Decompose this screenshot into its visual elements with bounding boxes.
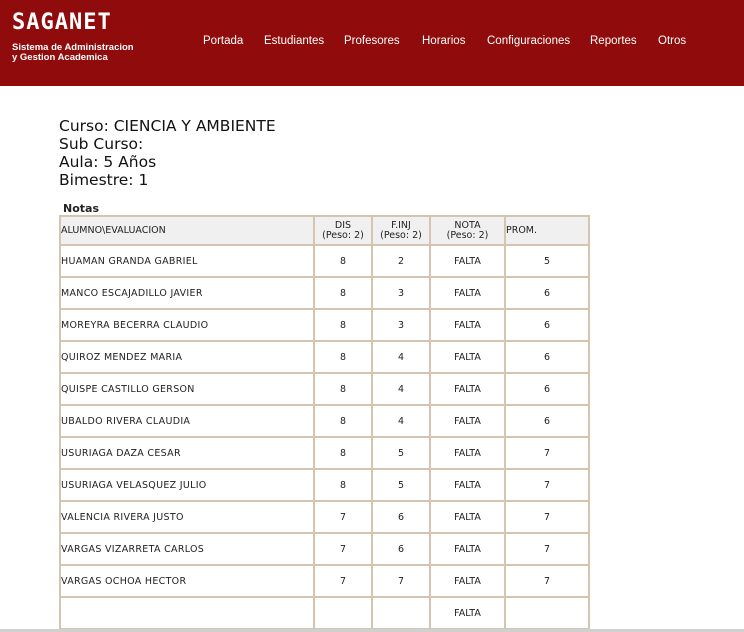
nav-item-horarios[interactable]: Horarios xyxy=(422,35,466,47)
app-subtitle-line2: y Gestion Academica xyxy=(12,52,108,63)
app-header xyxy=(0,0,744,86)
classroom-name: Aula: 5 Años xyxy=(59,153,157,171)
course-name: Curso: CIENCIA Y AMBIENTE xyxy=(59,117,276,135)
prom-value: 7 xyxy=(505,533,589,565)
finj-value[interactable]: 4 xyxy=(372,405,430,437)
finj-value[interactable]: 5 xyxy=(372,437,430,469)
student-name: UBALDO RIVERA CLAUDIA xyxy=(60,405,314,437)
student-name: MOREYRA BECERRA CLAUDIO xyxy=(60,309,314,341)
table-row xyxy=(60,501,589,533)
header-finj-weight: (Peso: 2) xyxy=(380,229,422,241)
nav-item-configuraciones[interactable]: Configuraciones xyxy=(487,35,571,47)
student-name: VARGAS VIZARRETA CARLOS xyxy=(60,533,314,565)
student-name: VALENCIA RIVERA JUSTO xyxy=(60,501,314,533)
dis-value[interactable]: 8 xyxy=(314,277,372,309)
app-subtitle xyxy=(12,43,152,63)
nota-value[interactable]: FALTA xyxy=(430,469,505,501)
table-row xyxy=(60,597,589,629)
dis-value[interactable] xyxy=(314,597,372,629)
finj-value[interactable]: 3 xyxy=(372,309,430,341)
prom-value: 6 xyxy=(505,277,589,309)
header-nota-weight: (Peso: 2) xyxy=(446,229,489,241)
student-name: VARGAS OCHOA HECTOR xyxy=(60,565,314,597)
header-prom: PROM. xyxy=(505,216,589,245)
nota-value[interactable]: FALTA xyxy=(430,373,505,405)
dis-value[interactable]: 8 xyxy=(314,437,372,469)
nota-value[interactable]: FALTA xyxy=(430,277,505,309)
subcourse-name: Sub Curso: xyxy=(59,135,144,153)
finj-value[interactable]: 4 xyxy=(372,341,430,373)
table-row xyxy=(60,405,589,437)
nota-value[interactable]: FALTA xyxy=(430,309,505,341)
nota-value[interactable]: FALTA xyxy=(430,533,505,565)
nav-item-estudiantes[interactable]: Estudiantes xyxy=(264,35,325,47)
nav-item-reportes[interactable]: Reportes xyxy=(590,35,637,47)
term-name: Bimestre: 1 xyxy=(59,171,149,189)
nota-value[interactable]: FALTA xyxy=(430,245,505,277)
nota-value[interactable]: FALTA xyxy=(430,437,505,469)
finj-value[interactable]: 6 xyxy=(372,533,430,565)
app-subtitle-line1: Sistema de Administracion xyxy=(12,42,134,53)
grades-header-row xyxy=(60,216,589,245)
header-finj[interactable] xyxy=(372,216,430,245)
table-row xyxy=(60,277,589,309)
table-row xyxy=(60,469,589,501)
header-dis-title: DIS xyxy=(334,219,352,231)
grades-section-label: Notas xyxy=(63,202,99,215)
student-name: QUISPE CASTILLO GERSON xyxy=(60,373,314,405)
table-row xyxy=(60,309,589,341)
prom-value: 7 xyxy=(505,565,589,597)
prom-value xyxy=(505,597,589,629)
nav-item-portada[interactable]: Portada xyxy=(203,35,244,47)
table-row xyxy=(60,373,589,405)
student-name xyxy=(60,597,314,629)
prom-value: 5 xyxy=(505,245,589,277)
finj-value[interactable]: 7 xyxy=(372,565,430,597)
nota-value[interactable]: FALTA xyxy=(430,405,505,437)
dis-value[interactable]: 8 xyxy=(314,373,372,405)
student-name: MANCO ESCAJADILLO JAVIER xyxy=(60,277,314,309)
prom-value: 6 xyxy=(505,405,589,437)
student-name: HUAMAN GRANDA GABRIEL xyxy=(60,245,314,277)
app-logo[interactable]: SAGANET xyxy=(12,10,112,35)
table-row xyxy=(60,341,589,373)
finj-value[interactable]: 4 xyxy=(372,373,430,405)
finj-value[interactable]: 3 xyxy=(372,277,430,309)
table-row xyxy=(60,533,589,565)
dis-value[interactable]: 7 xyxy=(314,533,372,565)
table-row xyxy=(60,437,589,469)
finj-value[interactable]: 2 xyxy=(372,245,430,277)
header-nota-title: NOTA xyxy=(454,219,481,231)
dis-value[interactable]: 7 xyxy=(314,565,372,597)
nota-value[interactable]: FALTA xyxy=(430,597,505,629)
header-finj-title: F.INJ xyxy=(391,219,411,231)
nota-value[interactable]: FALTA xyxy=(430,501,505,533)
student-name: USURIAGA VELASQUEZ JULIO xyxy=(60,469,314,501)
prom-value: 7 xyxy=(505,469,589,501)
student-name: QUIROZ MENDEZ MARIA xyxy=(60,341,314,373)
header-student: ALUMNO\EVALUACION xyxy=(60,216,314,245)
dis-value[interactable]: 8 xyxy=(314,309,372,341)
finj-value[interactable] xyxy=(372,597,430,629)
table-row xyxy=(60,245,589,277)
dis-value[interactable]: 8 xyxy=(314,469,372,501)
prom-value: 6 xyxy=(505,373,589,405)
finj-value[interactable]: 6 xyxy=(372,501,430,533)
dis-value[interactable]: 8 xyxy=(314,405,372,437)
prom-value: 7 xyxy=(505,437,589,469)
prom-value: 6 xyxy=(505,309,589,341)
student-name: USURIAGA DAZA CESAR xyxy=(60,437,314,469)
table-row xyxy=(60,565,589,597)
header-dis-weight: (Peso: 2) xyxy=(322,229,364,241)
nota-value[interactable]: FALTA xyxy=(430,341,505,373)
nota-value[interactable]: FALTA xyxy=(430,565,505,597)
header-dis[interactable] xyxy=(314,216,372,245)
nav-item-profesores[interactable]: Profesores xyxy=(344,35,400,47)
prom-value: 6 xyxy=(505,341,589,373)
finj-value[interactable]: 5 xyxy=(372,469,430,501)
dis-value[interactable]: 7 xyxy=(314,501,372,533)
header-nota[interactable] xyxy=(430,216,505,245)
nav-item-otros[interactable]: Otros xyxy=(658,35,687,47)
course-info xyxy=(59,117,276,189)
dis-value[interactable]: 8 xyxy=(314,245,372,277)
dis-value[interactable]: 8 xyxy=(314,341,372,373)
prom-value: 7 xyxy=(505,501,589,533)
grades-table xyxy=(59,215,590,630)
